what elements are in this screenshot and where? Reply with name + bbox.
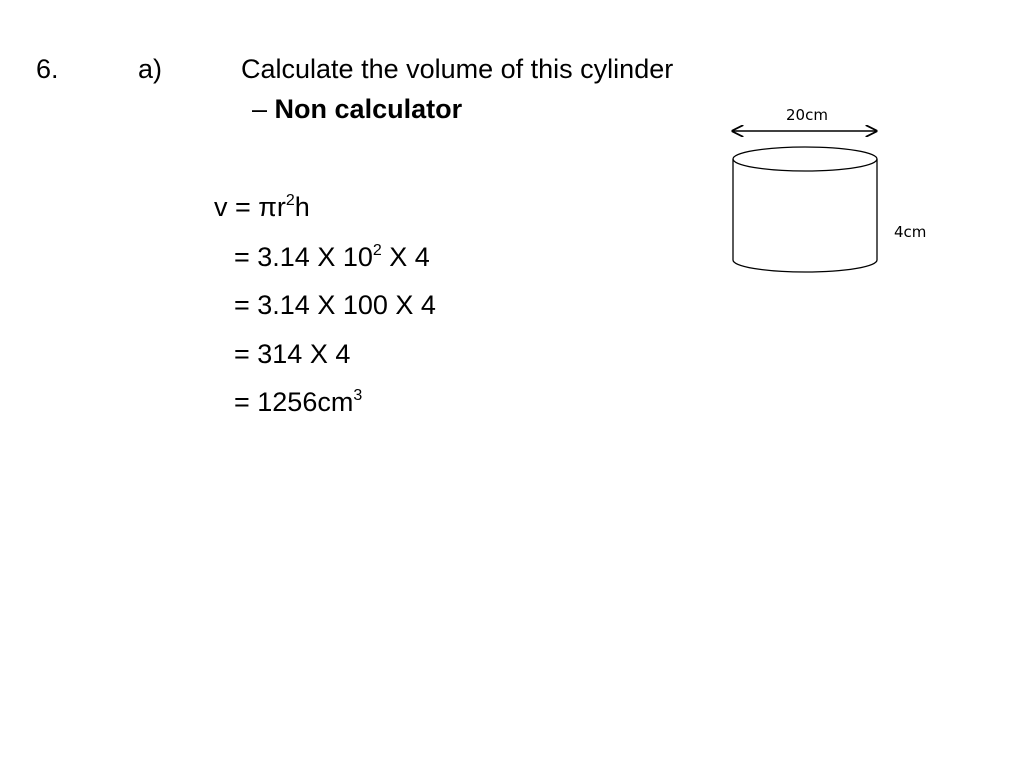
cylinder-top [733,147,877,171]
formula-suffix: h [294,192,310,222]
height-label: 4cm [894,223,927,241]
working-line-answer [234,386,362,423]
question-part: a) [138,54,163,84]
answer-exponent: 3 [353,387,363,404]
cylinder-bottom [733,260,877,272]
working-line-substitution [234,241,430,278]
formula-prefix: v = πr [214,192,286,222]
cylinder-diagram [720,95,960,295]
emphasis-dash: – [252,94,268,124]
substitution-suffix: X 4 [381,242,430,272]
formula-exponent: 2 [285,192,295,209]
substitution-prefix: = 3.14 X 10 [234,242,373,272]
question-prompt: Calculate the volume of this cylinder [241,54,674,84]
answer-prefix: = 1256cm [234,387,354,417]
question-number: 6. [36,54,59,84]
substitution-exponent: 2 [372,242,382,259]
cylinder-svg [720,95,960,295]
emphasis-text: Non calculator [274,94,463,124]
working-line-square: = 3.14 X 100 X 4 [234,290,436,320]
working-line-product: = 314 X 4 [234,339,351,369]
diameter-label: 20cm [786,106,828,124]
question-emphasis-line [252,93,462,125]
working-line-formula [214,191,310,228]
